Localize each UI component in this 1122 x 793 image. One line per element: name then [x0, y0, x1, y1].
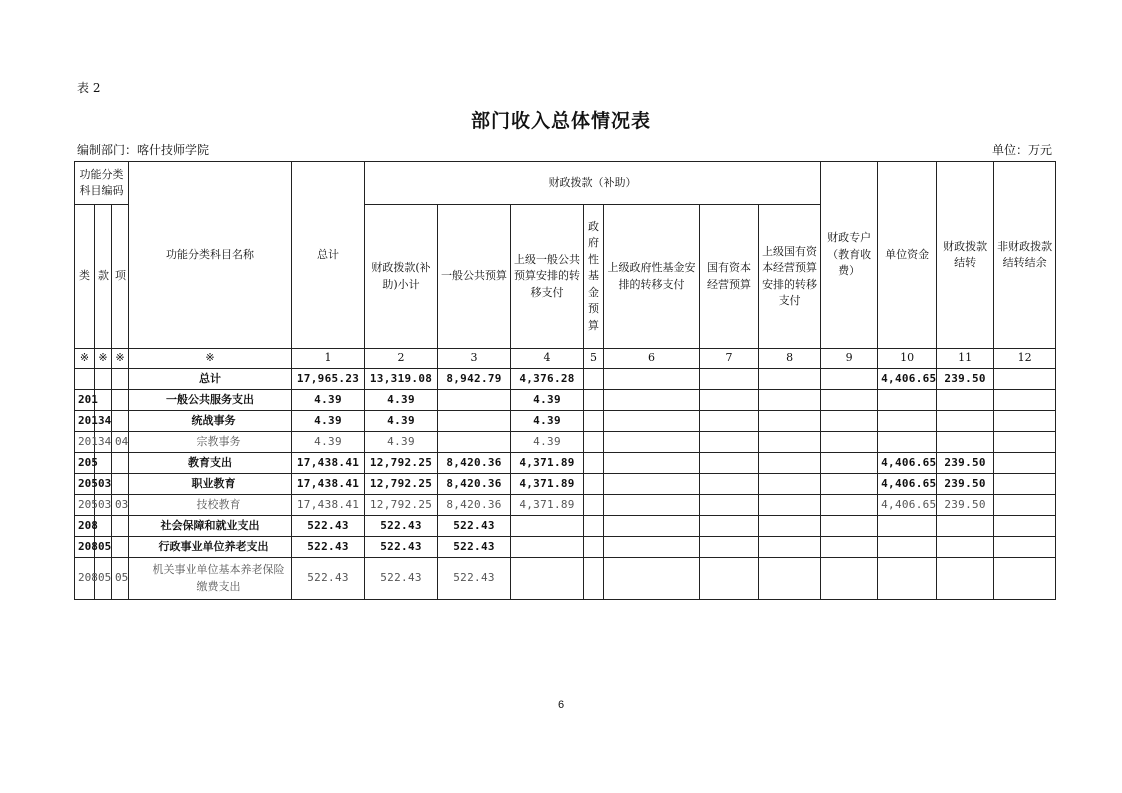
cell-unit-funds	[878, 516, 937, 537]
income-summary-table	[74, 161, 1056, 600]
cell-total: 4.39	[292, 432, 365, 453]
cell-subtotal: 12,792.25	[365, 453, 438, 474]
cell-lei	[75, 369, 95, 390]
cell-unit-funds: 4,406.65	[878, 474, 937, 495]
cell-empty	[584, 474, 604, 495]
table-row	[75, 558, 1056, 600]
cell-subtotal: 4.39	[365, 390, 438, 411]
header-kuan: 款	[95, 205, 112, 349]
cell-empty	[821, 558, 878, 600]
cell-carryover: 239.50	[937, 495, 994, 516]
index-cell: ※	[129, 349, 292, 369]
cell-empty	[700, 390, 759, 411]
cell-upper-general: 4,371.89	[511, 495, 584, 516]
cell-empty	[604, 474, 700, 495]
cell-lei: 201	[75, 411, 95, 432]
cell-subtotal: 4.39	[365, 411, 438, 432]
cell-empty	[700, 453, 759, 474]
cell-empty	[604, 453, 700, 474]
cell-xiang	[112, 369, 129, 390]
cell-general: 8,420.36	[438, 453, 511, 474]
cell-upper-general: 4,376.28	[511, 369, 584, 390]
cell-general	[438, 432, 511, 453]
cell-total: 17,438.41	[292, 453, 365, 474]
cell-empty	[821, 390, 878, 411]
index-cell: 1	[292, 349, 365, 369]
header-xiang: 项	[112, 205, 129, 349]
cell-lei: 201	[75, 390, 95, 411]
index-cell: ※	[112, 349, 129, 369]
cell-kuan: 03	[95, 495, 112, 516]
cell-carryover	[937, 432, 994, 453]
cell-unit-funds: 4,406.65	[878, 453, 937, 474]
cell-unit-funds	[878, 390, 937, 411]
cell-subtotal: 522.43	[365, 537, 438, 558]
cell-empty	[604, 369, 700, 390]
cell-upper-general	[511, 516, 584, 537]
cell-xiang: 05	[112, 558, 129, 600]
cell-name: 社会保障和就业支出	[129, 516, 292, 537]
cell-empty	[759, 411, 821, 432]
header-total: 总计	[292, 162, 365, 349]
cell-upper-general: 4.39	[511, 432, 584, 453]
cell-upper-general: 4,371.89	[511, 474, 584, 495]
cell-xiang	[112, 453, 129, 474]
cell-unit-funds	[878, 558, 937, 600]
cell-xiang	[112, 390, 129, 411]
cell-kuan	[95, 369, 112, 390]
cell-empty	[604, 537, 700, 558]
table-row	[75, 516, 1056, 537]
cell-empty	[604, 495, 700, 516]
cell-kuan: 05	[95, 558, 112, 600]
index-cell: 5	[584, 349, 604, 369]
cell-xiang: 04	[112, 432, 129, 453]
cell-empty	[994, 411, 1056, 432]
cell-carryover	[937, 390, 994, 411]
cell-name: 教育支出	[129, 453, 292, 474]
header-row-1	[75, 162, 1056, 205]
cell-upper-general: 4.39	[511, 411, 584, 432]
table-row	[75, 390, 1056, 411]
cell-general: 522.43	[438, 558, 511, 600]
cell-general	[438, 390, 511, 411]
cell-empty	[700, 369, 759, 390]
index-cell: 4	[511, 349, 584, 369]
cell-xiang	[112, 474, 129, 495]
header-nonfiscal-carryover: 非财政拨款结转结余	[994, 162, 1056, 349]
cell-total: 4.39	[292, 390, 365, 411]
cell-total: 17,438.41	[292, 495, 365, 516]
cell-carryover	[937, 411, 994, 432]
cell-empty	[759, 516, 821, 537]
index-cell: ※	[95, 349, 112, 369]
cell-empty	[994, 495, 1056, 516]
cell-lei: 205	[75, 453, 95, 474]
cell-carryover	[937, 558, 994, 600]
unit-label: 单位：万元	[991, 143, 1052, 157]
cell-kuan: 03	[95, 474, 112, 495]
cell-empty	[821, 411, 878, 432]
cell-unit-funds	[878, 432, 937, 453]
index-cell: 3	[438, 349, 511, 369]
cell-kuan: 05	[95, 537, 112, 558]
cell-empty	[584, 516, 604, 537]
cell-empty	[700, 495, 759, 516]
cell-total: 17,965.23	[292, 369, 365, 390]
cell-unit-funds	[878, 537, 937, 558]
cell-empty	[759, 495, 821, 516]
cell-empty	[604, 516, 700, 537]
cell-lei: 205	[75, 495, 95, 516]
table-row-total	[75, 369, 1056, 390]
cell-name: 宗教事务	[129, 432, 292, 453]
cell-empty	[584, 453, 604, 474]
cell-upper-general: 4.39	[511, 390, 584, 411]
cell-xiang	[112, 537, 129, 558]
cell-total: 522.43	[292, 516, 365, 537]
cell-empty	[821, 432, 878, 453]
cell-general: 8,942.79	[438, 369, 511, 390]
cell-empty	[584, 390, 604, 411]
index-cell: ※	[75, 349, 95, 369]
cell-empty	[604, 558, 700, 600]
cell-empty	[700, 516, 759, 537]
cell-empty	[759, 432, 821, 453]
index-cell: 8	[759, 349, 821, 369]
cell-name: 机关事业单位基本养老保险缴费支出	[129, 558, 292, 600]
table-row	[75, 537, 1056, 558]
cell-empty	[994, 453, 1056, 474]
cell-empty	[759, 453, 821, 474]
cell-empty	[994, 474, 1056, 495]
cell-empty	[994, 537, 1056, 558]
cell-empty	[584, 432, 604, 453]
cell-name: 总计	[129, 369, 292, 390]
cell-empty	[821, 516, 878, 537]
cell-empty	[584, 411, 604, 432]
cell-empty	[994, 390, 1056, 411]
header-fiscal-group: 财政拨款（补助）	[365, 162, 821, 205]
page-number: 6	[557, 699, 565, 711]
table-row	[75, 495, 1056, 516]
cell-subtotal: 12,792.25	[365, 495, 438, 516]
index-cell: 10	[878, 349, 937, 369]
index-cell: 7	[700, 349, 759, 369]
header-lei: 类	[75, 205, 95, 349]
header-upper-state-capital-transfer: 上级国有资本经营预算安排的转移支付	[759, 205, 821, 349]
cell-unit-funds: 4,406.65	[878, 495, 937, 516]
cell-empty	[700, 411, 759, 432]
cell-empty	[994, 558, 1056, 600]
header-code-group: 功能分类科目编码	[75, 162, 129, 205]
cell-total: 522.43	[292, 537, 365, 558]
cell-carryover	[937, 537, 994, 558]
cell-general: 522.43	[438, 537, 511, 558]
cell-general	[438, 411, 511, 432]
cell-empty	[604, 390, 700, 411]
cell-total: 522.43	[292, 558, 365, 600]
cell-lei: 205	[75, 474, 95, 495]
cell-name: 一般公共服务支出	[129, 390, 292, 411]
cell-empty	[700, 537, 759, 558]
header-upper-general-transfer: 上级一般公共预算安排的转移支付	[511, 205, 584, 349]
cell-empty	[759, 390, 821, 411]
cell-empty	[604, 432, 700, 453]
cell-lei: 208	[75, 537, 95, 558]
cell-total: 17,438.41	[292, 474, 365, 495]
table-row	[75, 432, 1056, 453]
cell-subtotal: 12,792.25	[365, 474, 438, 495]
table-row	[75, 453, 1056, 474]
cell-carryover: 239.50	[937, 453, 994, 474]
header-general-budget: 一般公共预算	[438, 205, 511, 349]
cell-carryover	[937, 516, 994, 537]
cell-name: 统战事务	[129, 411, 292, 432]
cell-carryover: 239.50	[937, 474, 994, 495]
cell-xiang	[112, 411, 129, 432]
cell-empty	[994, 369, 1056, 390]
cell-general: 8,420.36	[438, 474, 511, 495]
cell-subtotal: 522.43	[365, 516, 438, 537]
cell-empty	[821, 495, 878, 516]
cell-empty	[821, 369, 878, 390]
column-index-row	[75, 349, 1056, 369]
index-cell: 6	[604, 349, 700, 369]
cell-subtotal: 13,319.08	[365, 369, 438, 390]
cell-upper-general	[511, 537, 584, 558]
table-row	[75, 474, 1056, 495]
cell-empty	[759, 474, 821, 495]
table-row	[75, 411, 1056, 432]
cell-empty	[821, 537, 878, 558]
page-title: 部门收入总体情况表	[470, 110, 651, 132]
cell-unit-funds	[878, 411, 937, 432]
cell-empty	[759, 537, 821, 558]
cell-upper-general: 4,371.89	[511, 453, 584, 474]
cell-empty	[584, 537, 604, 558]
cell-empty	[700, 474, 759, 495]
cell-empty	[759, 558, 821, 600]
header-fiscal-carryover: 财政拨款结转	[937, 162, 994, 349]
cell-empty	[584, 369, 604, 390]
cell-empty	[700, 558, 759, 600]
index-cell: 12	[994, 349, 1056, 369]
index-cell: 11	[937, 349, 994, 369]
header-unit-funds: 单位资金	[878, 162, 937, 349]
header-fiscal-subtotal: 财政拨款(补助)小计	[365, 205, 438, 349]
cell-empty	[700, 432, 759, 453]
cell-general: 522.43	[438, 516, 511, 537]
cell-lei: 201	[75, 432, 95, 453]
cell-xiang: 03	[112, 495, 129, 516]
department-label: 编制部门：喀什技师学院	[77, 143, 210, 157]
cell-empty	[584, 558, 604, 600]
index-cell: 2	[365, 349, 438, 369]
cell-unit-funds: 4,406.65	[878, 369, 937, 390]
cell-subtotal: 522.43	[365, 558, 438, 600]
cell-empty	[994, 516, 1056, 537]
header-state-capital-budget: 国有资本经营预算	[700, 205, 759, 349]
index-cell: 9	[821, 349, 878, 369]
cell-empty	[604, 411, 700, 432]
cell-total: 4.39	[292, 411, 365, 432]
cell-empty	[821, 474, 878, 495]
cell-subtotal: 4.39	[365, 432, 438, 453]
table-number-label: 表 2	[77, 81, 101, 95]
header-gov-fund-budget: 政府性基金预算	[584, 205, 604, 349]
cell-empty	[759, 369, 821, 390]
header-fiscal-special: 财政专户（教育收费）	[821, 162, 878, 349]
header-name: 功能分类科目名称	[129, 162, 292, 349]
cell-xiang	[112, 516, 129, 537]
cell-general: 8,420.36	[438, 495, 511, 516]
cell-empty	[994, 432, 1056, 453]
cell-name: 行政事业单位养老支出	[129, 537, 292, 558]
cell-carryover: 239.50	[937, 369, 994, 390]
cell-kuan: 34	[95, 411, 112, 432]
cell-lei: 208	[75, 558, 95, 600]
cell-kuan: 34	[95, 432, 112, 453]
cell-empty	[584, 495, 604, 516]
cell-lei: 208	[75, 516, 95, 537]
header-upper-gov-fund-transfer: 上级政府性基金安排的转移支付	[604, 205, 700, 349]
cell-upper-general	[511, 558, 584, 600]
cell-name: 职业教育	[129, 474, 292, 495]
cell-name: 技校教育	[129, 495, 292, 516]
cell-empty	[821, 453, 878, 474]
